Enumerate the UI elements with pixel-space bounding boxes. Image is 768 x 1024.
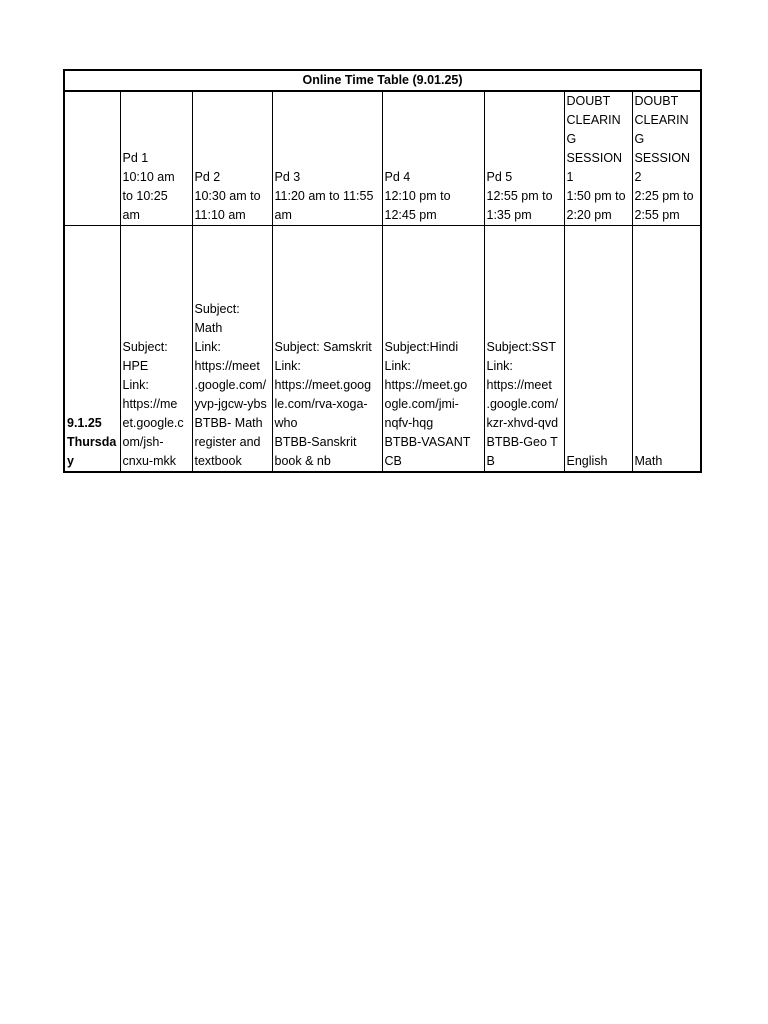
cell-line: 11:20 am to 11:55 (274, 189, 374, 203)
cell-line: BTBB-Geo TB (486, 435, 558, 468)
cell-line: Link: (274, 359, 301, 373)
cell-line: textbook (194, 454, 242, 468)
cell-line: Pd 4 (384, 170, 411, 184)
cell-line: BTBB-VASANT CB (384, 435, 474, 468)
header-pd5 (484, 91, 564, 226)
period-cell-pd5 (484, 226, 564, 473)
cell-line: BTBB-Sanskrit (274, 435, 357, 449)
cell-line: Pd 5 (486, 170, 513, 184)
cell-line: https://meet.goog (274, 378, 372, 392)
header-doubt-2 (632, 91, 701, 226)
cell-line: who (274, 416, 298, 430)
cell-line: Thursda (67, 435, 117, 449)
cell-line: BTBB- Math (194, 416, 263, 430)
cell-line: y (67, 454, 74, 468)
cell-line: Pd 3 (274, 170, 301, 184)
cell-line: https://me (122, 397, 178, 411)
cell-line: Link: (384, 359, 411, 373)
header-pd3 (272, 91, 382, 226)
cell-line: 10:30 am to (194, 189, 261, 203)
cell-line: CLEARING (634, 113, 689, 146)
cell-line: DOUBT (634, 94, 679, 108)
blank-header-cell (64, 91, 120, 226)
cell-line: DOUBT (566, 94, 611, 108)
cell-line: .google.com/ (486, 397, 559, 411)
cell-line: ogle.com/jmi- (384, 397, 459, 411)
cell-line: SESSION 2 (634, 151, 694, 184)
cell-line: am (122, 208, 140, 222)
cell-line: Link: (194, 340, 221, 354)
doubt-session-1-cell (564, 226, 632, 473)
header-doubt-1 (564, 91, 632, 226)
cell-line: 9.1.25 (67, 416, 102, 430)
cell-line: cnxu-mkk (122, 454, 176, 468)
cell-line: le.com/rva-xoga- (274, 397, 368, 411)
doubt-session-2-cell (632, 226, 701, 473)
cell-line: 1:35 pm (486, 208, 532, 222)
cell-line: Pd 2 (194, 170, 221, 184)
cell-line: 12:10 pm to (384, 189, 451, 203)
cell-line: Subject: (194, 302, 240, 316)
cell-line: Math (194, 321, 223, 335)
cell-line: am (274, 208, 292, 222)
cell-line: Subject: (122, 340, 168, 354)
period-cell-pd1 (120, 226, 192, 473)
cell-line: https://meet.go (384, 378, 468, 392)
cell-line: Link: (486, 359, 513, 373)
cell-line: Link: (122, 378, 149, 392)
cell-line: https://meet (194, 359, 260, 373)
title-row (64, 70, 701, 91)
day-row (64, 226, 701, 473)
cell-line: et.google.c (122, 416, 184, 430)
cell-line: English (566, 454, 608, 468)
cell-line: to 10:25 (122, 189, 168, 203)
cell-line: kzr-xhvd-qvd (486, 416, 559, 430)
cell-line: Subject:Hindi (384, 340, 459, 354)
cell-line: 2:25 pm to (634, 189, 694, 203)
header-pd2 (192, 91, 272, 226)
period-cell-pd4 (382, 226, 484, 473)
cell-line: 12:45 pm (384, 208, 437, 222)
day-cell (64, 226, 120, 473)
cell-line: https://meet (486, 378, 552, 392)
cell-line: .google.com/ (194, 378, 267, 392)
cell-line: 10:10 am (122, 170, 175, 184)
cell-line: Subject:SST (486, 340, 556, 354)
cell-line: Subject: Samskrit (274, 340, 372, 354)
cell-line: CLEARING (566, 113, 621, 146)
period-cell-pd2 (192, 226, 272, 473)
header-row (64, 91, 701, 226)
table-title: Online Time Table (9.01.25) (64, 70, 701, 91)
period-cell-pd3 (272, 226, 382, 473)
timetable (63, 69, 702, 473)
cell-line: Pd 1 (122, 151, 149, 165)
header-pd1 (120, 91, 192, 226)
cell-line: register and (194, 435, 261, 449)
cell-line: 1:50 pm to (566, 189, 626, 203)
cell-line: book & nb (274, 454, 331, 468)
cell-line: SESSION 1 (566, 151, 626, 184)
cell-line: 2:20 pm (566, 208, 612, 222)
cell-line: nqfv-hqg (384, 416, 434, 430)
cell-line: 12:55 pm to (486, 189, 553, 203)
header-pd4 (382, 91, 484, 226)
cell-line: 2:55 pm (634, 208, 680, 222)
cell-line: HPE (122, 359, 149, 373)
cell-line: om/jsh- (122, 435, 164, 449)
cell-line: Math (634, 454, 663, 468)
cell-line: 11:10 am (194, 208, 246, 222)
cell-line: yvp-jgcw-ybs (194, 397, 267, 411)
